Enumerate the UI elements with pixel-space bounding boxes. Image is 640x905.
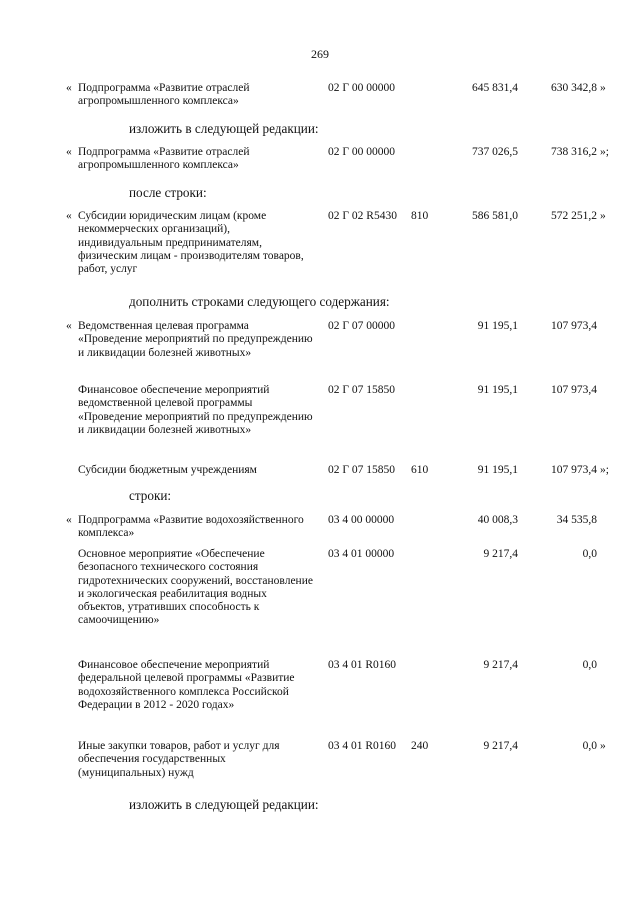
row-name: Субсидии бюджетным учреждениям <box>78 464 257 476</box>
row-value-2: 572 251,2 <box>551 210 597 222</box>
row-value-1: 586 581,0 <box>472 210 518 222</box>
row-value-2: 0,0 <box>582 659 597 671</box>
instruction-text: строки: <box>129 488 172 503</box>
row-value-2: 107 973,4 <box>551 320 597 332</box>
closing-quote: » <box>600 210 606 222</box>
row-value-2: 738 316,2 <box>551 146 597 158</box>
row-value-2: 107 973,4 <box>551 384 597 396</box>
row-code: 02 Г 00 00000 <box>328 82 396 94</box>
closing-quote: » <box>600 82 606 94</box>
row-name: Иные закупки товаров, работ и услуг для обеспечения государственных (муниципальных) нужд <box>78 740 280 779</box>
row-value-1: 91 195,1 <box>477 320 518 332</box>
row-value-1: 9 217,4 <box>483 548 518 560</box>
row-name: Подпрограмма «Развитие отраслей агропромышленного комплекса» <box>78 146 250 172</box>
page-number: 269 <box>311 47 329 61</box>
row-code: 03 4 01 R0160 <box>328 740 397 752</box>
closing-quote: »; <box>600 464 609 476</box>
row-name: Подпрограмма «Развитие отраслей агропромышленного комплекса» <box>78 82 250 108</box>
row-value-1: 91 195,1 <box>477 464 518 476</box>
row-name: Основное мероприятие «Обеспечение безопасного технического состояния гидротехнических сооружений, восстановление и экологическая реабилитация водных объектов, утративших способность к самоочищению» <box>78 548 313 627</box>
row-vr: 610 <box>411 464 429 476</box>
opening-quote: « <box>66 514 72 526</box>
opening-quote: « <box>66 210 72 222</box>
row-name: Субсидии юридическим лицам (кроме некоммерческих организаций), индивидуальным предпринимателям, физическим лицам - производителям товаров, работ, услуг <box>78 210 304 276</box>
row-name: Финансовое обеспечение мероприятий ведомственной целевой программы «Проведение мероприятий по предупреждению и ликвидации болезней животных» <box>78 384 313 436</box>
instruction-text: дополнить строками следующего содержания: <box>129 294 390 309</box>
row-value-2: 0,0 <box>582 740 597 752</box>
row-value-1: 91 195,1 <box>477 384 518 396</box>
row-value-1: 645 831,4 <box>472 82 518 94</box>
row-code: 03 4 01 R0160 <box>328 659 397 671</box>
opening-quote: « <box>66 146 72 158</box>
opening-quote: « <box>66 82 72 94</box>
row-code: 03 4 00 00000 <box>328 514 395 526</box>
row-name: Ведомственная целевая программа «Проведение мероприятий по предупреждению и ликвидации болезней животных» <box>78 320 313 359</box>
row-code: 02 Г 07 15850 <box>328 384 396 396</box>
row-code: 02 Г 07 15850 <box>328 464 396 476</box>
row-value-2: 630 342,8 <box>551 82 597 94</box>
row-value-1: 40 008,3 <box>477 514 518 526</box>
row-name: Подпрограмма «Развитие водохозяйственного комплекса» <box>78 514 304 540</box>
row-name: Финансовое обеспечение мероприятий федеральной целевой программы «Развитие водохозяйственного комплекса Российской Федерации в 2012 - 2020 годах» <box>78 659 295 711</box>
row-value-2: 107 973,4 <box>551 464 597 476</box>
row-vr: 810 <box>411 210 429 222</box>
opening-quote: « <box>66 320 72 332</box>
row-code: 02 Г 02 R5430 <box>328 210 397 222</box>
row-code: 02 Г 00 00000 <box>328 146 396 158</box>
instruction-text: изложить в следующей редакции: <box>129 121 319 136</box>
row-value-2: 34 535,8 <box>556 514 597 526</box>
row-value-1: 9 217,4 <box>483 659 518 671</box>
row-code: 03 4 01 00000 <box>328 548 395 560</box>
row-vr: 240 <box>411 740 429 752</box>
row-code: 02 Г 07 00000 <box>328 320 396 332</box>
row-value-1: 737 026,5 <box>472 146 518 158</box>
closing-quote: » <box>600 740 606 752</box>
row-value-1: 9 217,4 <box>483 740 518 752</box>
instruction-text: после строки: <box>129 185 207 200</box>
row-value-2: 0,0 <box>582 548 597 560</box>
closing-quote: »; <box>600 146 609 158</box>
instruction-text: изложить в следующей редакции: <box>129 797 319 812</box>
